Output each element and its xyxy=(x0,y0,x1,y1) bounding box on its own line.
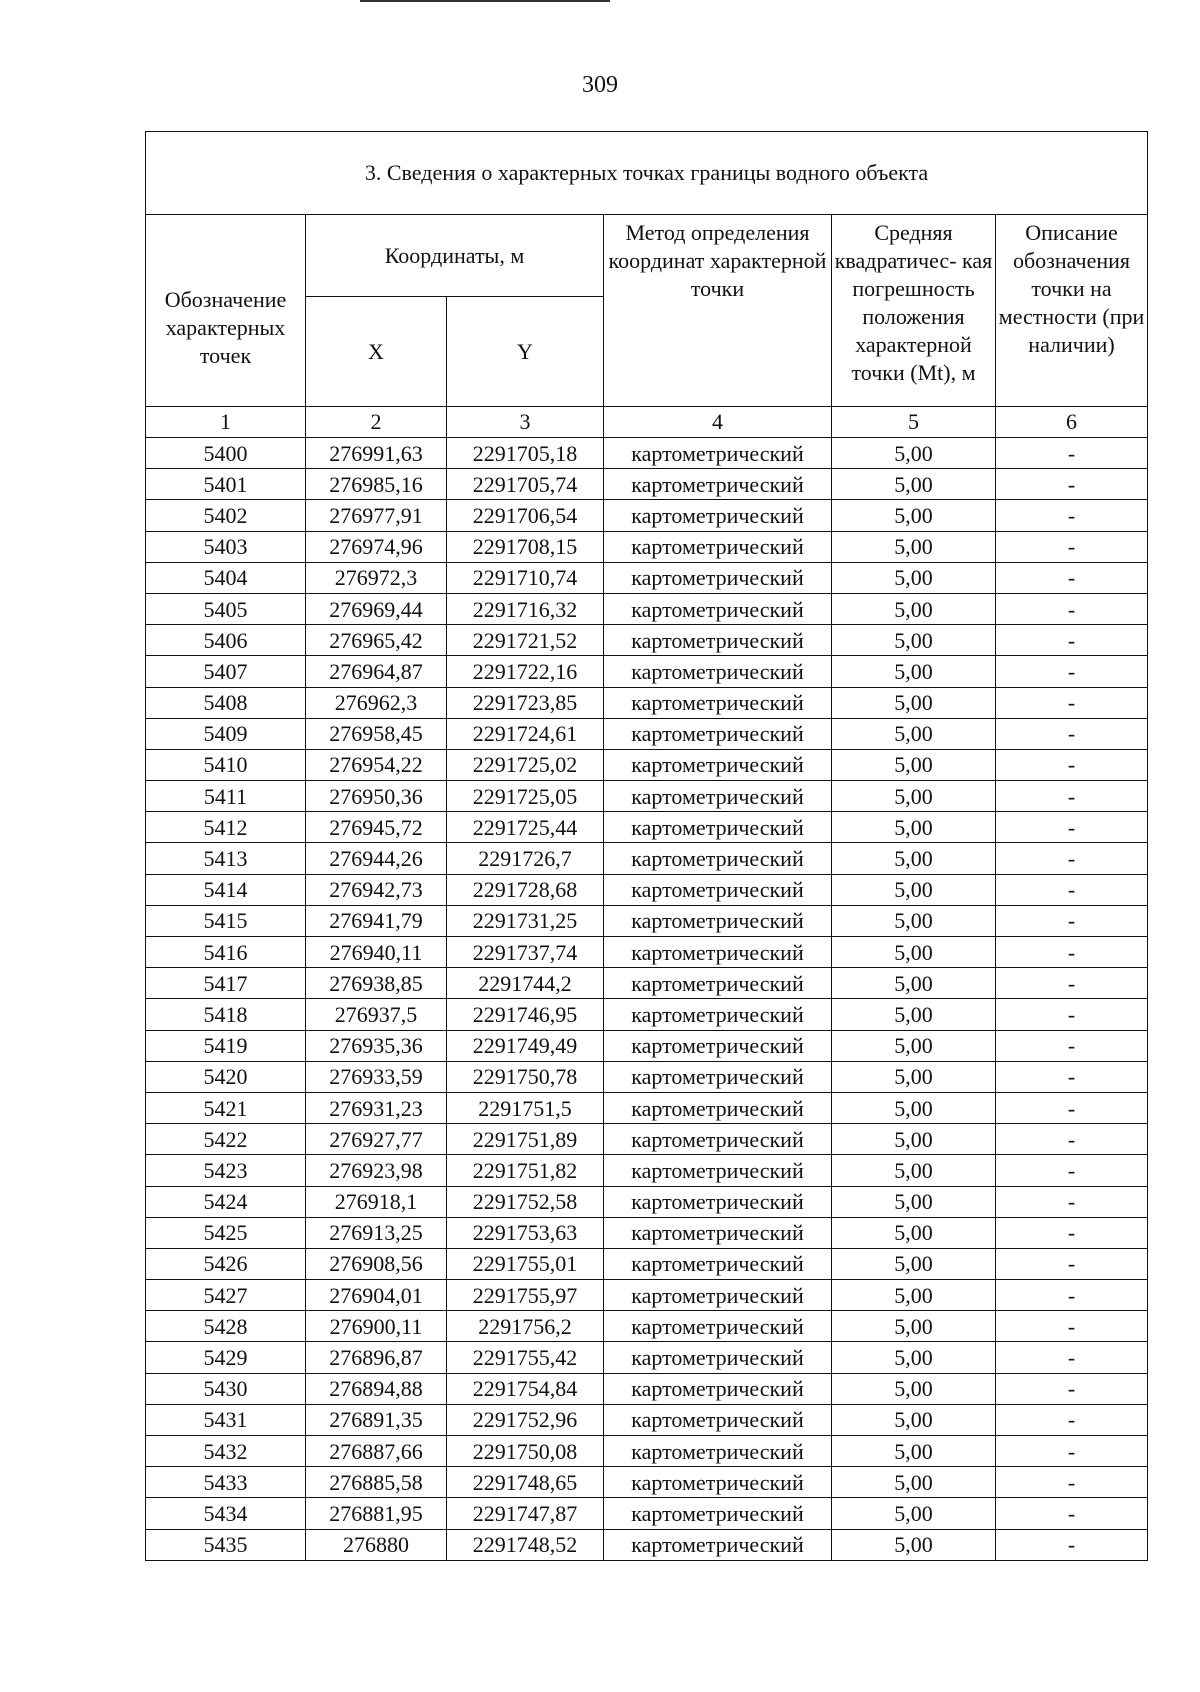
table-row xyxy=(146,1342,1148,1373)
method-cell: картометрический xyxy=(604,469,832,500)
point-id-cell: 5435 xyxy=(146,1529,306,1560)
x-coordinate-cell: 276935,36 xyxy=(306,1030,447,1061)
error-cell: 5,00 xyxy=(832,937,996,968)
description-cell: - xyxy=(996,1155,1148,1186)
x-coordinate-cell: 276918,1 xyxy=(306,1186,447,1217)
y-coordinate-cell: 2291725,05 xyxy=(447,781,604,812)
error-cell: 5,00 xyxy=(832,469,996,500)
point-id-cell: 5418 xyxy=(146,999,306,1030)
point-id-cell: 5429 xyxy=(146,1342,306,1373)
header-coordinates: Координаты, м xyxy=(306,215,604,297)
table-row xyxy=(146,812,1148,843)
description-cell: - xyxy=(996,749,1148,780)
x-coordinate-cell: 276887,66 xyxy=(306,1436,447,1467)
error-cell: 5,00 xyxy=(832,625,996,656)
method-cell: картометрический xyxy=(604,1280,832,1311)
header-method: Метод определения координат характерной точки xyxy=(604,215,832,407)
method-cell: картометрический xyxy=(604,687,832,718)
point-id-cell: 5425 xyxy=(146,1217,306,1248)
table-row xyxy=(146,1217,1148,1248)
error-cell: 5,00 xyxy=(832,593,996,624)
y-coordinate-cell: 2291753,63 xyxy=(447,1217,604,1248)
y-coordinate-cell: 2291751,82 xyxy=(447,1155,604,1186)
column-number: 4 xyxy=(604,407,832,438)
y-coordinate-cell: 2291750,08 xyxy=(447,1436,604,1467)
x-coordinate-cell: 276904,01 xyxy=(306,1280,447,1311)
point-id-cell: 5406 xyxy=(146,625,306,656)
point-id-cell: 5432 xyxy=(146,1436,306,1467)
method-cell: картометрический xyxy=(604,1092,832,1123)
y-coordinate-cell: 2291705,74 xyxy=(447,469,604,500)
y-coordinate-cell: 2291728,68 xyxy=(447,874,604,905)
x-coordinate-cell: 276938,85 xyxy=(306,968,447,999)
x-coordinate-cell: 276900,11 xyxy=(306,1311,447,1342)
column-number: 2 xyxy=(306,407,447,438)
y-coordinate-cell: 2291723,85 xyxy=(447,687,604,718)
description-cell: - xyxy=(996,562,1148,593)
y-coordinate-cell: 2291710,74 xyxy=(447,562,604,593)
description-cell: - xyxy=(996,812,1148,843)
y-coordinate-cell: 2291755,01 xyxy=(447,1248,604,1279)
description-cell: - xyxy=(996,1092,1148,1123)
column-number: 5 xyxy=(832,407,996,438)
table-row xyxy=(146,937,1148,968)
point-id-cell: 5428 xyxy=(146,1311,306,1342)
point-id-cell: 5417 xyxy=(146,968,306,999)
point-id-cell: 5403 xyxy=(146,531,306,562)
scan-edge-line xyxy=(360,0,610,2)
error-cell: 5,00 xyxy=(832,812,996,843)
table-row xyxy=(146,1124,1148,1155)
y-coordinate-cell: 2291705,18 xyxy=(447,438,604,469)
error-cell: 5,00 xyxy=(832,1186,996,1217)
error-cell: 5,00 xyxy=(832,718,996,749)
point-id-cell: 5423 xyxy=(146,1155,306,1186)
table-row xyxy=(146,1498,1148,1529)
boundary-points-table xyxy=(145,131,1148,1561)
point-id-cell: 5401 xyxy=(146,469,306,500)
description-cell: - xyxy=(996,937,1148,968)
y-coordinate-cell: 2291750,78 xyxy=(447,1061,604,1092)
y-coordinate-cell: 2291752,58 xyxy=(447,1186,604,1217)
x-coordinate-cell: 276933,59 xyxy=(306,1061,447,1092)
method-cell: картометрический xyxy=(604,1404,832,1435)
table-row xyxy=(146,625,1148,656)
point-id-cell: 5410 xyxy=(146,749,306,780)
description-cell: - xyxy=(996,687,1148,718)
point-id-cell: 5408 xyxy=(146,687,306,718)
table-row xyxy=(146,1467,1148,1498)
y-coordinate-cell: 2291751,89 xyxy=(447,1124,604,1155)
error-cell: 5,00 xyxy=(832,500,996,531)
point-id-cell: 5422 xyxy=(146,1124,306,1155)
table-row xyxy=(146,749,1148,780)
table-row xyxy=(146,1155,1148,1186)
y-coordinate-cell: 2291748,65 xyxy=(447,1467,604,1498)
table-row xyxy=(146,1030,1148,1061)
table-row xyxy=(146,687,1148,718)
table-row xyxy=(146,438,1148,469)
x-coordinate-cell: 276942,73 xyxy=(306,874,447,905)
description-cell: - xyxy=(996,1498,1148,1529)
description-cell: - xyxy=(996,1030,1148,1061)
method-cell: картометрический xyxy=(604,1311,832,1342)
description-cell: - xyxy=(996,625,1148,656)
error-cell: 5,00 xyxy=(832,1155,996,1186)
description-cell: - xyxy=(996,656,1148,687)
table-row xyxy=(146,500,1148,531)
point-id-cell: 5409 xyxy=(146,718,306,749)
method-cell: картометрический xyxy=(604,1030,832,1061)
method-cell: картометрический xyxy=(604,1124,832,1155)
description-cell: - xyxy=(996,718,1148,749)
y-coordinate-cell: 2291747,87 xyxy=(447,1498,604,1529)
table-row xyxy=(146,656,1148,687)
x-coordinate-cell: 276958,45 xyxy=(306,718,447,749)
point-id-cell: 5405 xyxy=(146,593,306,624)
description-cell: - xyxy=(996,1248,1148,1279)
column-number: 6 xyxy=(996,407,1148,438)
y-coordinate-cell: 2291751,5 xyxy=(447,1092,604,1123)
x-coordinate-cell: 276985,16 xyxy=(306,469,447,500)
y-coordinate-cell: 2291748,52 xyxy=(447,1529,604,1560)
x-coordinate-cell: 276962,3 xyxy=(306,687,447,718)
description-cell: - xyxy=(996,500,1148,531)
table-row xyxy=(146,1248,1148,1279)
point-id-cell: 5413 xyxy=(146,843,306,874)
error-cell: 5,00 xyxy=(832,562,996,593)
table-row xyxy=(146,1311,1148,1342)
point-id-cell: 5424 xyxy=(146,1186,306,1217)
y-coordinate-cell: 2291722,16 xyxy=(447,656,604,687)
column-number: 3 xyxy=(447,407,604,438)
description-cell: - xyxy=(996,1186,1148,1217)
error-cell: 5,00 xyxy=(832,1311,996,1342)
error-cell: 5,00 xyxy=(832,656,996,687)
error-cell: 5,00 xyxy=(832,999,996,1030)
table-row xyxy=(146,1186,1148,1217)
method-cell: картометрический xyxy=(604,531,832,562)
method-cell: картометрический xyxy=(604,1529,832,1560)
error-cell: 5,00 xyxy=(832,1436,996,1467)
error-cell: 5,00 xyxy=(832,1342,996,1373)
y-coordinate-cell: 2291721,52 xyxy=(447,625,604,656)
error-cell: 5,00 xyxy=(832,874,996,905)
description-cell: - xyxy=(996,968,1148,999)
method-cell: картометрический xyxy=(604,1498,832,1529)
description-cell: - xyxy=(996,781,1148,812)
error-cell: 5,00 xyxy=(832,1404,996,1435)
point-id-cell: 5400 xyxy=(146,438,306,469)
y-coordinate-cell: 2291731,25 xyxy=(447,905,604,936)
x-coordinate-cell: 276954,22 xyxy=(306,749,447,780)
description-cell: - xyxy=(996,1373,1148,1404)
table-row xyxy=(146,1061,1148,1092)
description-cell: - xyxy=(996,999,1148,1030)
table-title: 3. Сведения о характерных точках границы водного объекта xyxy=(146,132,1148,215)
x-coordinate-cell: 276972,3 xyxy=(306,562,447,593)
table-row xyxy=(146,1436,1148,1467)
table-row xyxy=(146,1373,1148,1404)
point-id-cell: 5402 xyxy=(146,500,306,531)
x-coordinate-cell: 276941,79 xyxy=(306,905,447,936)
method-cell: картометрический xyxy=(604,1467,832,1498)
point-id-cell: 5421 xyxy=(146,1092,306,1123)
description-cell: - xyxy=(996,1467,1148,1498)
method-cell: картометрический xyxy=(604,1248,832,1279)
point-id-cell: 5411 xyxy=(146,781,306,812)
point-id-cell: 5426 xyxy=(146,1248,306,1279)
description-cell: - xyxy=(996,1342,1148,1373)
error-cell: 5,00 xyxy=(832,1280,996,1311)
error-cell: 5,00 xyxy=(832,1248,996,1279)
point-id-cell: 5427 xyxy=(146,1280,306,1311)
x-coordinate-cell: 276969,44 xyxy=(306,593,447,624)
point-id-cell: 5420 xyxy=(146,1061,306,1092)
point-id-cell: 5416 xyxy=(146,937,306,968)
point-id-cell: 5407 xyxy=(146,656,306,687)
method-cell: картометрический xyxy=(604,905,832,936)
method-cell: картометрический xyxy=(604,656,832,687)
x-coordinate-cell: 276977,91 xyxy=(306,500,447,531)
description-cell: - xyxy=(996,1311,1148,1342)
description-cell: - xyxy=(996,1529,1148,1560)
error-cell: 5,00 xyxy=(832,1529,996,1560)
column-number: 1 xyxy=(146,407,306,438)
method-cell: картометрический xyxy=(604,1186,832,1217)
x-coordinate-cell: 276944,26 xyxy=(306,843,447,874)
table-row xyxy=(146,781,1148,812)
x-coordinate-cell: 276965,42 xyxy=(306,625,447,656)
description-cell: - xyxy=(996,1217,1148,1248)
description-cell: - xyxy=(996,1280,1148,1311)
x-coordinate-cell: 276945,72 xyxy=(306,812,447,843)
point-id-cell: 5430 xyxy=(146,1373,306,1404)
method-cell: картометрический xyxy=(604,843,832,874)
description-cell: - xyxy=(996,469,1148,500)
y-coordinate-cell: 2291725,44 xyxy=(447,812,604,843)
x-coordinate-cell: 276885,58 xyxy=(306,1467,447,1498)
y-coordinate-cell: 2291755,42 xyxy=(447,1342,604,1373)
header-description: Описание обозначения точки на местности (при наличии) xyxy=(996,215,1148,407)
point-id-cell: 5431 xyxy=(146,1404,306,1435)
method-cell: картометрический xyxy=(604,968,832,999)
description-cell: - xyxy=(996,1436,1148,1467)
error-cell: 5,00 xyxy=(832,905,996,936)
y-coordinate-cell: 2291708,15 xyxy=(447,531,604,562)
table-row xyxy=(146,1404,1148,1435)
method-cell: картометрический xyxy=(604,874,832,905)
description-cell: - xyxy=(996,843,1148,874)
header-y: Y xyxy=(447,297,604,407)
x-coordinate-cell: 276940,11 xyxy=(306,937,447,968)
point-id-cell: 5414 xyxy=(146,874,306,905)
y-coordinate-cell: 2291752,96 xyxy=(447,1404,604,1435)
table-row xyxy=(146,1092,1148,1123)
y-coordinate-cell: 2291754,84 xyxy=(447,1373,604,1404)
table-row xyxy=(146,562,1148,593)
boundary-points-table-container xyxy=(145,131,1147,1561)
table-row xyxy=(146,843,1148,874)
x-coordinate-cell: 276950,36 xyxy=(306,781,447,812)
description-cell: - xyxy=(996,1404,1148,1435)
error-cell: 5,00 xyxy=(832,531,996,562)
x-coordinate-cell: 276931,23 xyxy=(306,1092,447,1123)
error-cell: 5,00 xyxy=(832,781,996,812)
method-cell: картометрический xyxy=(604,999,832,1030)
column-number-row xyxy=(146,407,1148,438)
y-coordinate-cell: 2291756,2 xyxy=(447,1311,604,1342)
method-cell: картометрический xyxy=(604,937,832,968)
description-cell: - xyxy=(996,874,1148,905)
method-cell: картометрический xyxy=(604,1436,832,1467)
y-coordinate-cell: 2291749,49 xyxy=(447,1030,604,1061)
x-coordinate-cell: 276896,87 xyxy=(306,1342,447,1373)
x-coordinate-cell: 276937,5 xyxy=(306,999,447,1030)
error-cell: 5,00 xyxy=(832,749,996,780)
error-cell: 5,00 xyxy=(832,1373,996,1404)
method-cell: картометрический xyxy=(604,1373,832,1404)
y-coordinate-cell: 2291755,97 xyxy=(447,1280,604,1311)
y-coordinate-cell: 2291725,02 xyxy=(447,749,604,780)
method-cell: картометрический xyxy=(604,749,832,780)
table-row xyxy=(146,531,1148,562)
table-row xyxy=(146,968,1148,999)
y-coordinate-cell: 2291726,7 xyxy=(447,843,604,874)
point-id-cell: 5415 xyxy=(146,905,306,936)
method-cell: картометрический xyxy=(604,593,832,624)
point-id-cell: 5404 xyxy=(146,562,306,593)
table-row xyxy=(146,905,1148,936)
method-cell: картометрический xyxy=(604,718,832,749)
x-coordinate-cell: 276891,35 xyxy=(306,1404,447,1435)
table-row xyxy=(146,593,1148,624)
y-coordinate-cell: 2291724,61 xyxy=(447,718,604,749)
x-coordinate-cell: 276927,77 xyxy=(306,1124,447,1155)
error-cell: 5,00 xyxy=(832,1061,996,1092)
point-id-cell: 5433 xyxy=(146,1467,306,1498)
error-cell: 5,00 xyxy=(832,843,996,874)
page-number: 309 xyxy=(582,72,618,98)
y-coordinate-cell: 2291744,2 xyxy=(447,968,604,999)
table-body xyxy=(146,438,1148,1561)
error-cell: 5,00 xyxy=(832,438,996,469)
x-coordinate-cell: 276991,63 xyxy=(306,438,447,469)
error-cell: 5,00 xyxy=(832,1467,996,1498)
method-cell: картометрический xyxy=(604,625,832,656)
method-cell: картометрический xyxy=(604,1217,832,1248)
description-cell: - xyxy=(996,438,1148,469)
x-coordinate-cell: 276881,95 xyxy=(306,1498,447,1529)
method-cell: картометрический xyxy=(604,1342,832,1373)
y-coordinate-cell: 2291706,54 xyxy=(447,500,604,531)
table-row xyxy=(146,1280,1148,1311)
x-coordinate-cell: 276974,96 xyxy=(306,531,447,562)
method-cell: картометрический xyxy=(604,438,832,469)
description-cell: - xyxy=(996,905,1148,936)
error-cell: 5,00 xyxy=(832,1498,996,1529)
description-cell: - xyxy=(996,1061,1148,1092)
y-coordinate-cell: 2291746,95 xyxy=(447,999,604,1030)
description-cell: - xyxy=(996,531,1148,562)
header-x: X xyxy=(306,297,447,407)
table-row xyxy=(146,718,1148,749)
method-cell: картометрический xyxy=(604,1061,832,1092)
method-cell: картометрический xyxy=(604,1155,832,1186)
point-id-cell: 5412 xyxy=(146,812,306,843)
x-coordinate-cell: 276923,98 xyxy=(306,1155,447,1186)
header-error: Средняя квадратичес- кая погрешность положения характерной точки (Mt), м xyxy=(832,215,996,407)
table-row xyxy=(146,469,1148,500)
table-row xyxy=(146,1529,1148,1560)
description-cell: - xyxy=(996,593,1148,624)
method-cell: картометрический xyxy=(604,812,832,843)
x-coordinate-cell: 276964,87 xyxy=(306,656,447,687)
table-row xyxy=(146,874,1148,905)
x-coordinate-cell: 276880 xyxy=(306,1529,447,1560)
table-row xyxy=(146,999,1148,1030)
description-cell: - xyxy=(996,1124,1148,1155)
error-cell: 5,00 xyxy=(832,968,996,999)
error-cell: 5,00 xyxy=(832,1092,996,1123)
method-cell: картометрический xyxy=(604,500,832,531)
x-coordinate-cell: 276908,56 xyxy=(306,1248,447,1279)
method-cell: картометрический xyxy=(604,562,832,593)
error-cell: 5,00 xyxy=(832,1124,996,1155)
error-cell: 5,00 xyxy=(832,687,996,718)
x-coordinate-cell: 276913,25 xyxy=(306,1217,447,1248)
error-cell: 5,00 xyxy=(832,1217,996,1248)
point-id-cell: 5434 xyxy=(146,1498,306,1529)
x-coordinate-cell: 276894,88 xyxy=(306,1373,447,1404)
header-designation: Обозначение характерных точек xyxy=(146,215,306,407)
method-cell: картометрический xyxy=(604,781,832,812)
point-id-cell: 5419 xyxy=(146,1030,306,1061)
error-cell: 5,00 xyxy=(832,1030,996,1061)
y-coordinate-cell: 2291716,32 xyxy=(447,593,604,624)
y-coordinate-cell: 2291737,74 xyxy=(447,937,604,968)
